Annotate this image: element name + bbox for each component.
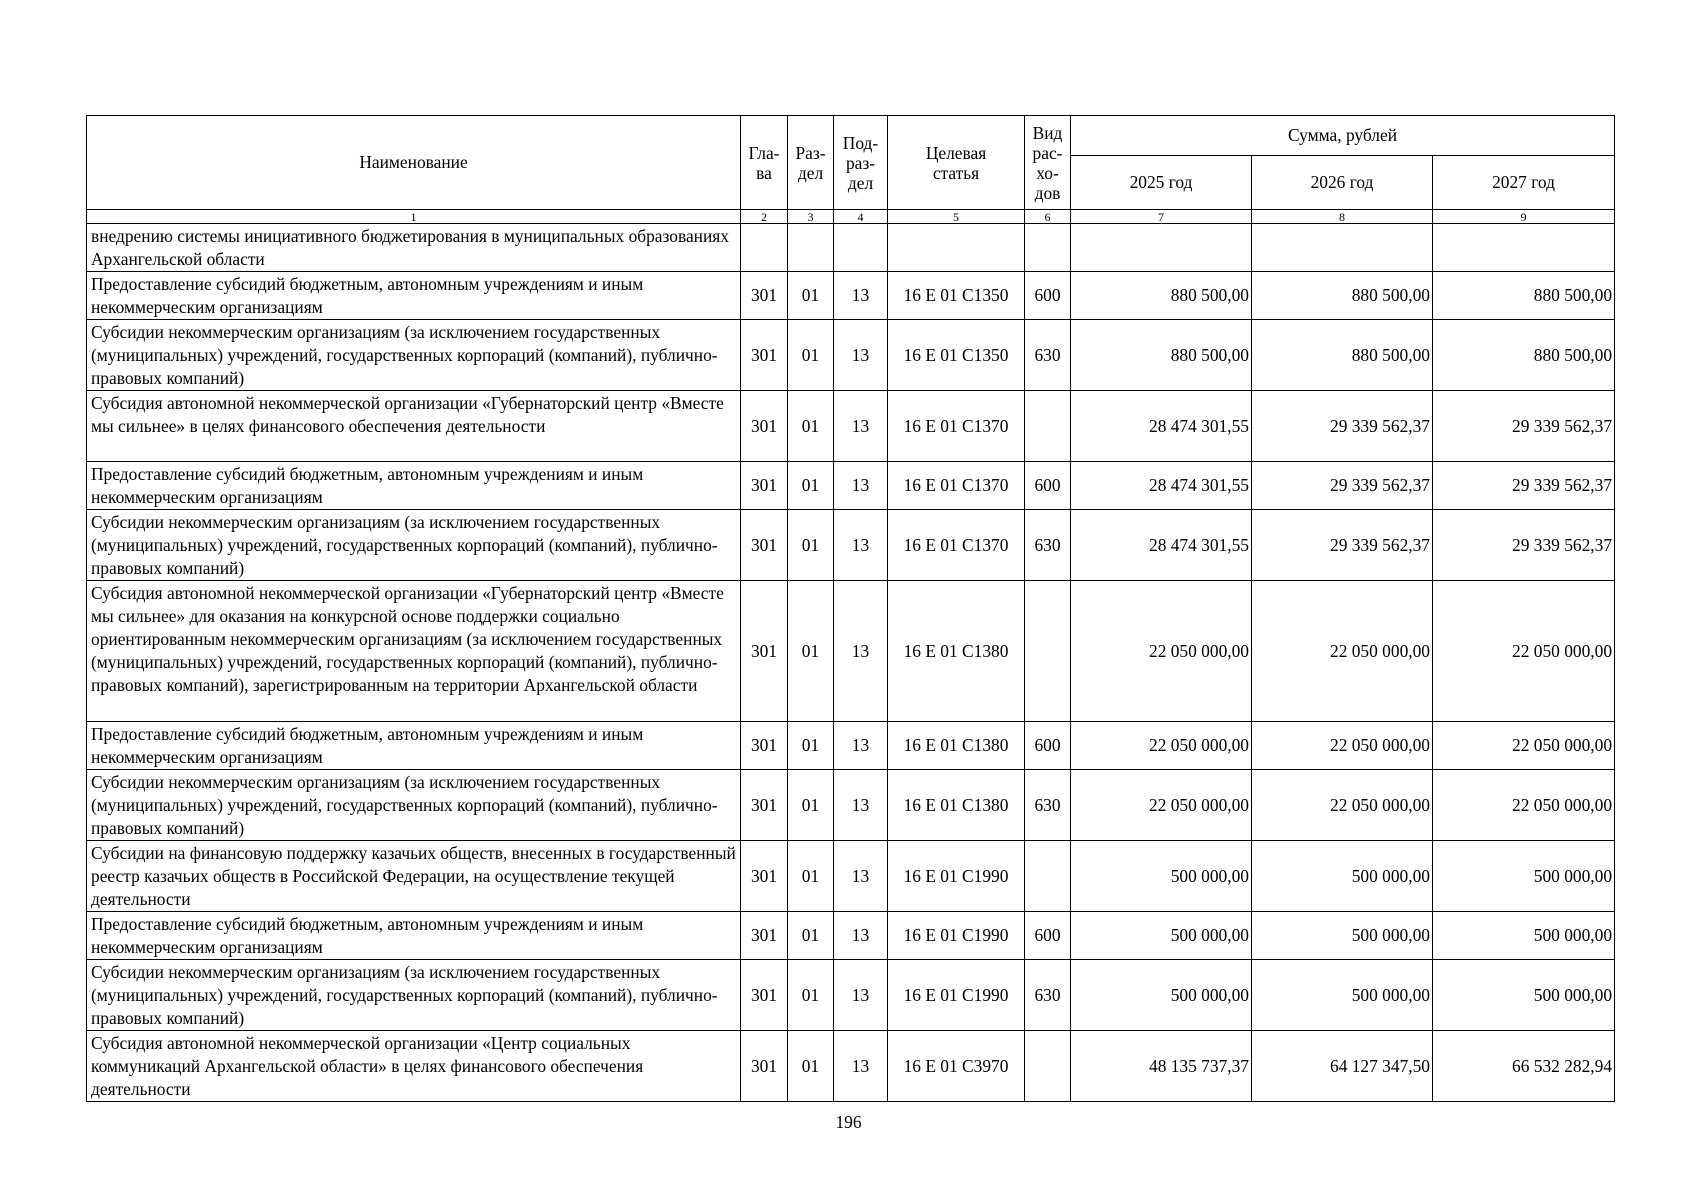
row-target: 16 Е 01 С1370	[888, 462, 1025, 510]
row-sum-2025: 500 000,00	[1071, 960, 1252, 1031]
table-row	[87, 1031, 1615, 1102]
row-vid: 600	[1025, 722, 1071, 770]
header-glava-text: Гла- ва	[748, 142, 780, 183]
row-target: 16 Е 01 С1990	[888, 912, 1025, 960]
row-glava	[741, 224, 788, 272]
table-row	[87, 272, 1615, 320]
header-year-2027: 2027 год	[1433, 156, 1615, 210]
row-name: Предоставление субсидий бюджетным, автономным учреждениям и иным некоммерческим организациям	[87, 722, 741, 770]
header-target-article	[888, 116, 1025, 210]
row-sum-2025: 880 500,00	[1071, 320, 1252, 391]
row-sum-2026: 29 339 562,37	[1252, 510, 1433, 581]
table-row	[87, 462, 1615, 510]
row-name: Субсидии на финансовую поддержку казачьих обществ, внесенных в государственный реестр казачьих обществ в Российской Федерации, на осуществление текущей деятельности	[87, 841, 741, 912]
row-glava: 301	[741, 722, 788, 770]
row-target: 16 Е 01 С1350	[888, 320, 1025, 391]
row-name: Субсидии некоммерческим организациям (за исключением государственных (муниципальных) учреждений, государственных корпораций (компаний), публично-правовых компаний)	[87, 960, 741, 1031]
row-name: внедрению системы инициативного бюджетирования в муниципальных образованиях Архангельской области	[87, 224, 741, 272]
row-razdel: 01	[788, 581, 834, 722]
header-glava	[741, 116, 788, 210]
row-sum-2027: 29 339 562,37	[1433, 462, 1615, 510]
row-glava: 301	[741, 391, 788, 462]
row-podrazdel	[834, 224, 888, 272]
row-target: 16 Е 01 С1380	[888, 770, 1025, 841]
row-vid	[1025, 841, 1071, 912]
row-target: 16 Е 01 С1990	[888, 841, 1025, 912]
row-razdel: 01	[788, 912, 834, 960]
row-name: Субсидии некоммерческим организациям (за исключением государственных (муниципальных) учреждений, государственных корпораций (компаний), публично-правовых компаний)	[87, 770, 741, 841]
row-glava: 301	[741, 912, 788, 960]
row-razdel: 01	[788, 510, 834, 581]
header-vid-text: Вид рас- хо- дов	[1032, 122, 1063, 203]
row-sum-2025: 880 500,00	[1071, 272, 1252, 320]
row-sum-2026: 29 339 562,37	[1252, 391, 1433, 462]
row-podrazdel: 13	[834, 841, 888, 912]
row-sum-2025	[1071, 224, 1252, 272]
header-vid-raskhodov	[1025, 116, 1071, 210]
row-sum-2025: 48 135 737,37	[1071, 1031, 1252, 1102]
row-razdel	[788, 224, 834, 272]
table-row	[87, 722, 1615, 770]
row-sum-2025: 28 474 301,55	[1071, 391, 1252, 462]
row-vid	[1025, 1031, 1071, 1102]
row-sum-2027: 22 050 000,00	[1433, 770, 1615, 841]
row-name: Субсидии некоммерческим организациям (за исключением государственных (муниципальных) учреждений, государственных корпораций (компаний), публично-правовых компаний)	[87, 510, 741, 581]
row-glava: 301	[741, 841, 788, 912]
header-razdel-text: Раз- дел	[795, 142, 826, 183]
row-target: 16 Е 01 С1370	[888, 391, 1025, 462]
row-razdel: 01	[788, 841, 834, 912]
row-vid	[1025, 224, 1071, 272]
row-sum-2025: 500 000,00	[1071, 841, 1252, 912]
column-number: 5	[888, 210, 1025, 224]
table-row	[87, 912, 1615, 960]
row-sum-2025: 22 050 000,00	[1071, 722, 1252, 770]
header-podrazdel	[834, 116, 888, 210]
row-glava: 301	[741, 960, 788, 1031]
row-podrazdel: 13	[834, 391, 888, 462]
row-sum-2027	[1433, 224, 1615, 272]
page-number: 196	[835, 1112, 862, 1132]
row-sum-2026: 500 000,00	[1252, 841, 1433, 912]
row-name: Предоставление субсидий бюджетным, автономным учреждениям и иным некоммерческим организациям	[87, 912, 741, 960]
row-sum-2025: 28 474 301,55	[1071, 510, 1252, 581]
row-name: Субсидия автономной некоммерческой организации «Губернаторский центр «Вместе мы сильнее» в целях финансового обеспечения деятельности	[87, 391, 741, 462]
row-sum-2026: 500 000,00	[1252, 912, 1433, 960]
table-row	[87, 510, 1615, 581]
column-number: 8	[1252, 210, 1433, 224]
row-glava: 301	[741, 462, 788, 510]
row-name: Субсидии некоммерческим организациям (за исключением государственных (муниципальных) учреждений, государственных корпораций (компаний), публично-правовых компаний)	[87, 320, 741, 391]
table-row	[87, 770, 1615, 841]
row-podrazdel: 13	[834, 320, 888, 391]
row-sum-2026: 29 339 562,37	[1252, 462, 1433, 510]
row-razdel: 01	[788, 391, 834, 462]
row-target: 16 Е 01 С1370	[888, 510, 1025, 581]
row-sum-2027: 29 339 562,37	[1433, 510, 1615, 581]
row-sum-2026: 500 000,00	[1252, 960, 1433, 1031]
row-target: 16 Е 01 С1380	[888, 581, 1025, 722]
row-name: Субсидия автономной некоммерческой организации «Губернаторский центр «Вместе мы сильнее» для оказания на конкурсной основе поддержки социально ориентированным некоммерческим организациям (за исключением государственных (муниципальных) учреждений, государственных корпораций (компаний), публично-правовых компаний), зарегистрированным на территории Архангельской области	[87, 581, 741, 722]
row-sum-2027: 880 500,00	[1433, 272, 1615, 320]
row-sum-2027: 880 500,00	[1433, 320, 1615, 391]
row-glava: 301	[741, 510, 788, 581]
row-vid: 600	[1025, 462, 1071, 510]
row-vid: 630	[1025, 510, 1071, 581]
header-podrazdel-text: Под- раз- дел	[842, 132, 879, 193]
header-year-2025: 2025 год	[1071, 156, 1252, 210]
table-row	[87, 224, 1615, 272]
row-sum-2026: 880 500,00	[1252, 320, 1433, 391]
header-razdel	[788, 116, 834, 210]
row-razdel: 01	[788, 1031, 834, 1102]
row-podrazdel: 13	[834, 1031, 888, 1102]
column-number: 3	[788, 210, 834, 224]
budget-table	[86, 115, 1615, 1102]
row-sum-2026: 22 050 000,00	[1252, 581, 1433, 722]
header-target-text: Целевая статья	[925, 142, 987, 183]
row-podrazdel: 13	[834, 581, 888, 722]
row-podrazdel: 13	[834, 722, 888, 770]
column-number: 1	[87, 210, 741, 224]
row-podrazdel: 13	[834, 912, 888, 960]
row-name: Субсидия автономной некоммерческой организации «Центр социальных коммуникаций Архангельской области» в целях финансового обеспечения деятельности	[87, 1031, 741, 1102]
column-number: 7	[1071, 210, 1252, 224]
row-razdel: 01	[788, 462, 834, 510]
row-glava: 301	[741, 770, 788, 841]
row-vid: 600	[1025, 272, 1071, 320]
row-sum-2026	[1252, 224, 1433, 272]
row-glava: 301	[741, 1031, 788, 1102]
row-sum-2026: 22 050 000,00	[1252, 722, 1433, 770]
row-vid: 630	[1025, 770, 1071, 841]
row-razdel: 01	[788, 770, 834, 841]
row-sum-2027: 22 050 000,00	[1433, 581, 1615, 722]
column-number-row	[87, 210, 1615, 224]
header-name: Наименование	[87, 116, 741, 210]
row-sum-2027: 66 532 282,94	[1433, 1031, 1615, 1102]
row-sum-2026: 22 050 000,00	[1252, 770, 1433, 841]
row-sum-2027: 500 000,00	[1433, 841, 1615, 912]
row-razdel: 01	[788, 272, 834, 320]
table-row	[87, 581, 1615, 722]
row-glava: 301	[741, 272, 788, 320]
row-podrazdel: 13	[834, 960, 888, 1031]
header-year-2026: 2026 год	[1252, 156, 1433, 210]
row-sum-2027: 500 000,00	[1433, 960, 1615, 1031]
row-sum-2025: 500 000,00	[1071, 912, 1252, 960]
row-podrazdel: 13	[834, 770, 888, 841]
row-name: Предоставление субсидий бюджетным, автономным учреждениям и иным некоммерческим организациям	[87, 272, 741, 320]
row-razdel: 01	[788, 320, 834, 391]
row-podrazdel: 13	[834, 462, 888, 510]
row-vid: 600	[1025, 912, 1071, 960]
row-razdel: 01	[788, 722, 834, 770]
row-glava: 301	[741, 320, 788, 391]
row-sum-2025: 22 050 000,00	[1071, 770, 1252, 841]
row-name: Предоставление субсидий бюджетным, автономным учреждениям и иным некоммерческим организациям	[87, 462, 741, 510]
row-vid	[1025, 581, 1071, 722]
row-target: 16 Е 01 С1380	[888, 722, 1025, 770]
table-row	[87, 841, 1615, 912]
row-target: 16 Е 01 С1990	[888, 960, 1025, 1031]
table-row	[87, 960, 1615, 1031]
row-razdel: 01	[788, 960, 834, 1031]
row-glava: 301	[741, 581, 788, 722]
row-sum-2027: 29 339 562,37	[1433, 391, 1615, 462]
row-sum-2027: 22 050 000,00	[1433, 722, 1615, 770]
row-vid: 630	[1025, 320, 1071, 391]
row-target: 16 Е 01 С3970	[888, 1031, 1025, 1102]
column-number: 9	[1433, 210, 1615, 224]
row-sum-2026: 880 500,00	[1252, 272, 1433, 320]
table-row	[87, 391, 1615, 462]
row-podrazdel: 13	[834, 510, 888, 581]
column-number: 2	[741, 210, 788, 224]
row-target: 16 Е 01 С1350	[888, 272, 1025, 320]
header-sum: Сумма, рублей	[1071, 116, 1615, 156]
row-sum-2027: 500 000,00	[1433, 912, 1615, 960]
column-number: 4	[834, 210, 888, 224]
row-vid: 630	[1025, 960, 1071, 1031]
row-sum-2025: 28 474 301,55	[1071, 462, 1252, 510]
row-target	[888, 224, 1025, 272]
row-sum-2026: 64 127 347,50	[1252, 1031, 1433, 1102]
row-vid	[1025, 391, 1071, 462]
row-podrazdel: 13	[834, 272, 888, 320]
column-number: 6	[1025, 210, 1071, 224]
row-sum-2025: 22 050 000,00	[1071, 581, 1252, 722]
table-row	[87, 320, 1615, 391]
